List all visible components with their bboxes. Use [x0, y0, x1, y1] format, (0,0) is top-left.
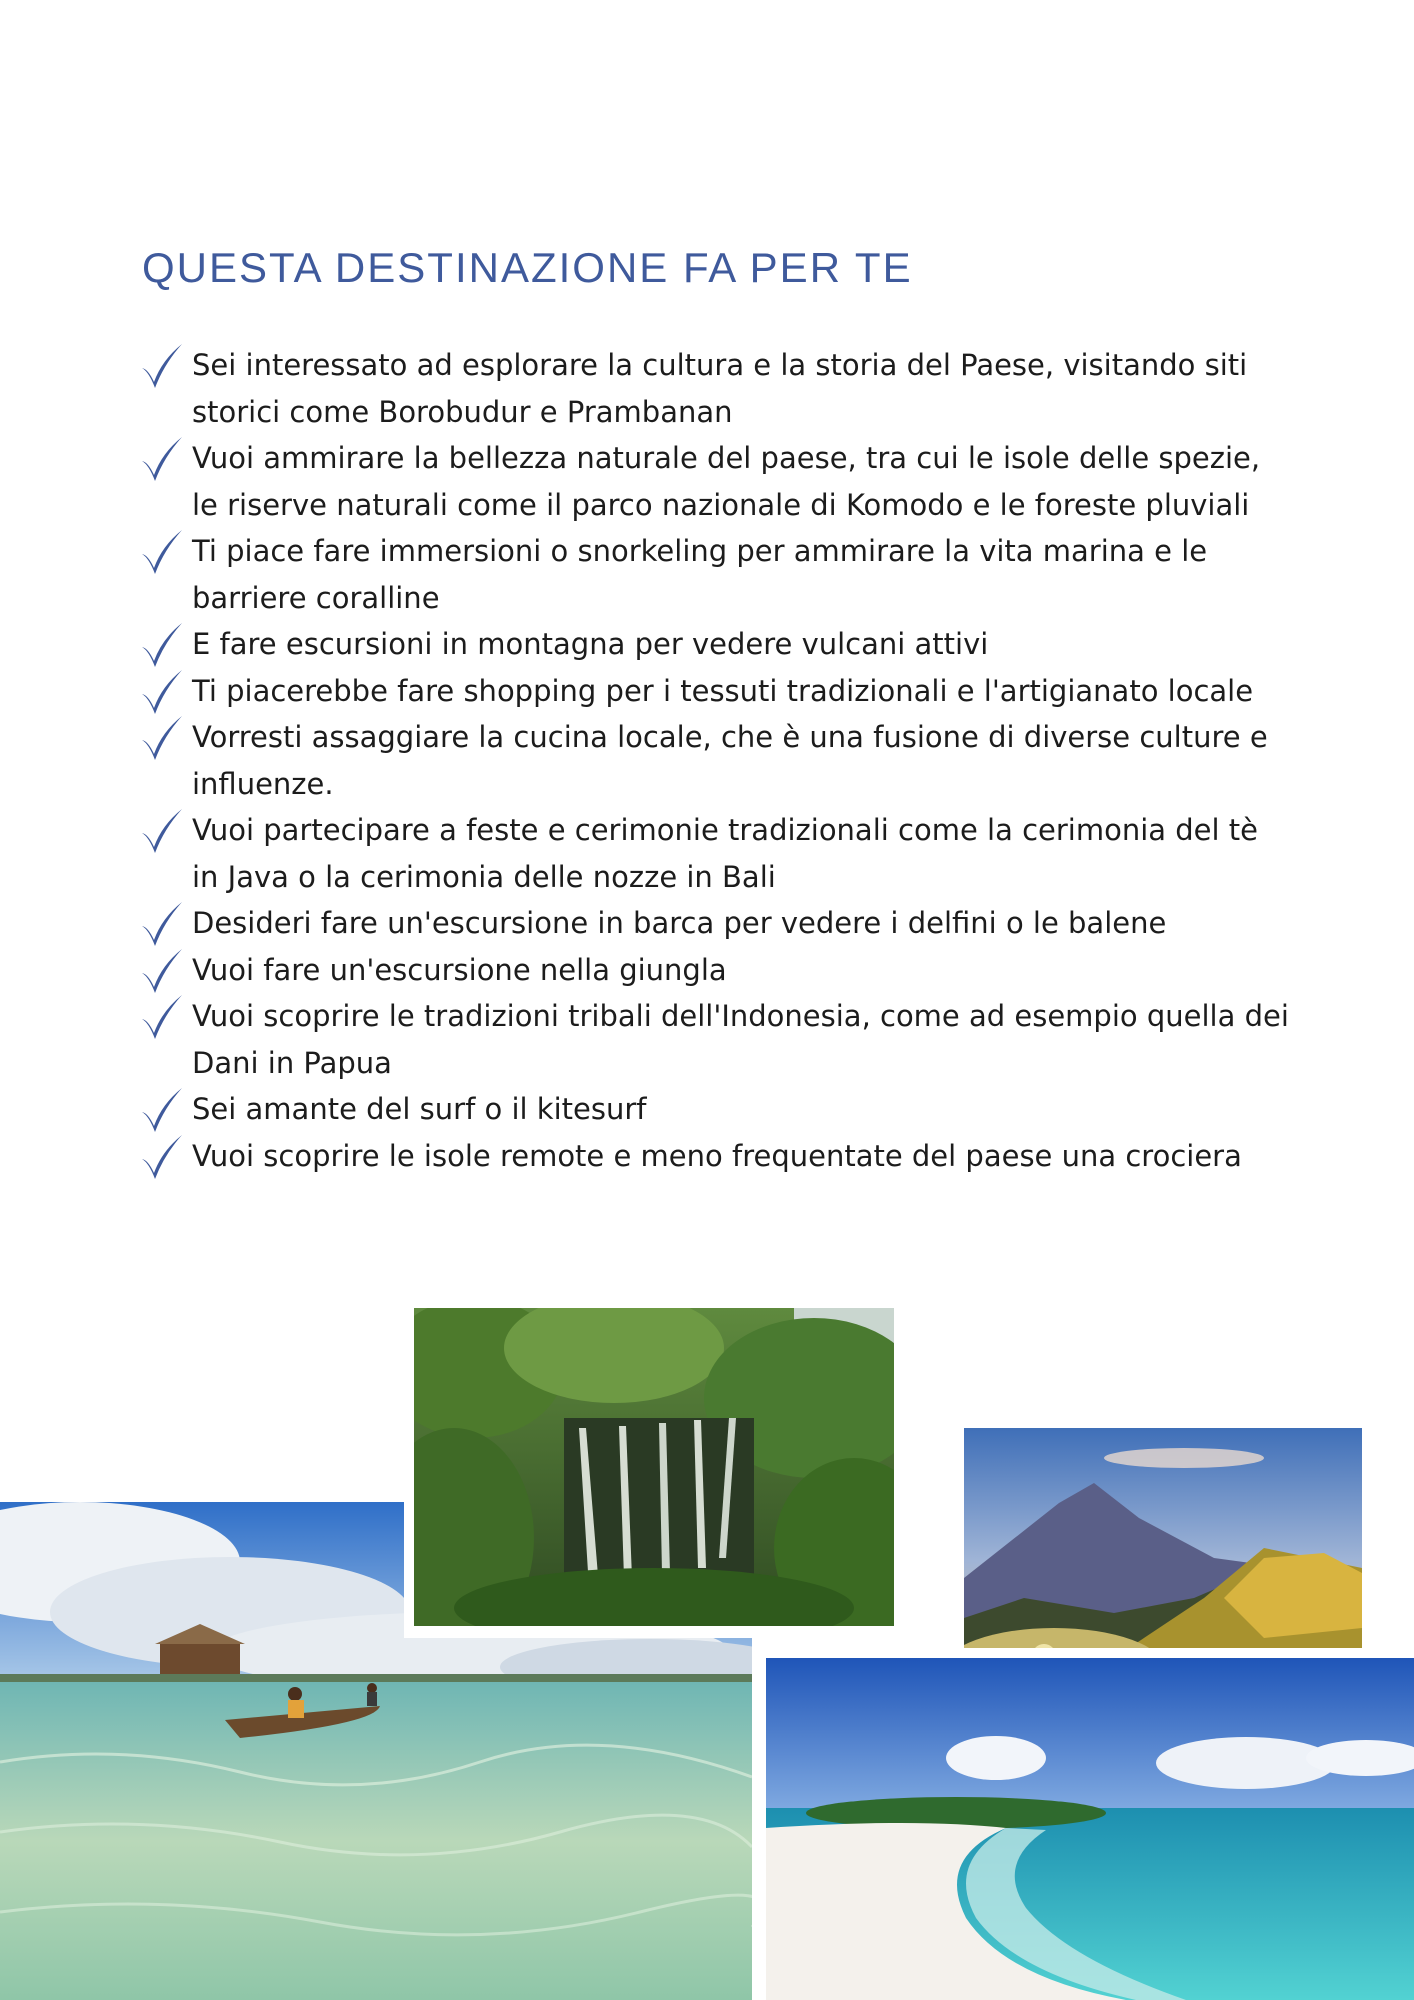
list-item-text: E fare escursioni in montagna per vedere vulcani attivi: [192, 627, 989, 661]
list-item: [140, 714, 1290, 807]
list-item-text: Sei interessato ad esplorare la cultura e la storia del Paese, visitando siti storici come Borobudur e Prambanan: [192, 348, 1248, 429]
checkmark-icon: [140, 714, 184, 762]
checkmark-icon: [140, 1086, 184, 1134]
list-item: [140, 435, 1290, 528]
list-item: [140, 528, 1290, 621]
page-title: QUESTA DESTINAZIONE FA PER TE: [142, 244, 913, 291]
list-item-text: Sei amante del surf o il kitesurf: [192, 1092, 647, 1126]
list-item-text: Vuoi ammirare la bellezza naturale del paese, tra cui le isole delle spezie, le riserve naturali come il parco nazionale di Komodo e le foreste pluviali: [192, 441, 1261, 522]
checkmark-icon: [140, 947, 184, 995]
checkmark-icon: [140, 435, 184, 483]
list-item: [140, 668, 1290, 715]
list-item-text: Ti piacerebbe fare shopping per i tessuti tradizionali e l'artigianato locale: [192, 673, 1254, 708]
list-item: [140, 807, 1290, 900]
list-item: [140, 993, 1290, 1086]
photo-white-beach: [766, 1658, 1414, 2000]
list-item: [140, 947, 1290, 994]
list-item: [140, 1133, 1290, 1180]
list-item: [140, 900, 1290, 947]
list-item-text: Desideri fare un'escursione in barca per vedere i delfini o le balene: [192, 906, 1167, 940]
checklist: [140, 342, 1290, 1179]
checkmark-icon: [140, 668, 184, 716]
checkmark-icon: [140, 993, 184, 1041]
checkmark-icon: [140, 1133, 184, 1181]
photo-jungle-waterfall: [414, 1308, 894, 1626]
checkmark-icon: [140, 621, 184, 669]
checkmark-icon: [140, 528, 184, 576]
checkmark-icon: [140, 342, 184, 390]
list-item-text: Vuoi fare un'escursione nella giungla: [192, 952, 727, 987]
list-item-text: Vorresti assaggiare la cucina locale, che è una fusione di diverse culture e influenze.: [192, 720, 1268, 801]
list-item: [140, 342, 1290, 435]
list-item: [140, 621, 1290, 668]
list-item-text: Ti piace fare immersioni o snorkeling per ammirare la vita marina e le barriere coralline: [192, 534, 1208, 615]
checkmark-icon: [140, 900, 184, 948]
list-item-text: Vuoi scoprire le tradizioni tribali dell'Indonesia, come ad esempio quella dei Dani in Papua: [192, 999, 1289, 1080]
list-item-text: Vuoi partecipare a feste e cerimonie tradizionali come la cerimonia del tè in Java o la cerimonia delle nozze in Bali: [192, 813, 1259, 894]
checkmark-icon: [140, 807, 184, 855]
list-item-text: Vuoi scoprire le isole remote e meno frequentate del paese una crociera: [192, 1138, 1242, 1173]
list-item: [140, 1086, 1290, 1133]
